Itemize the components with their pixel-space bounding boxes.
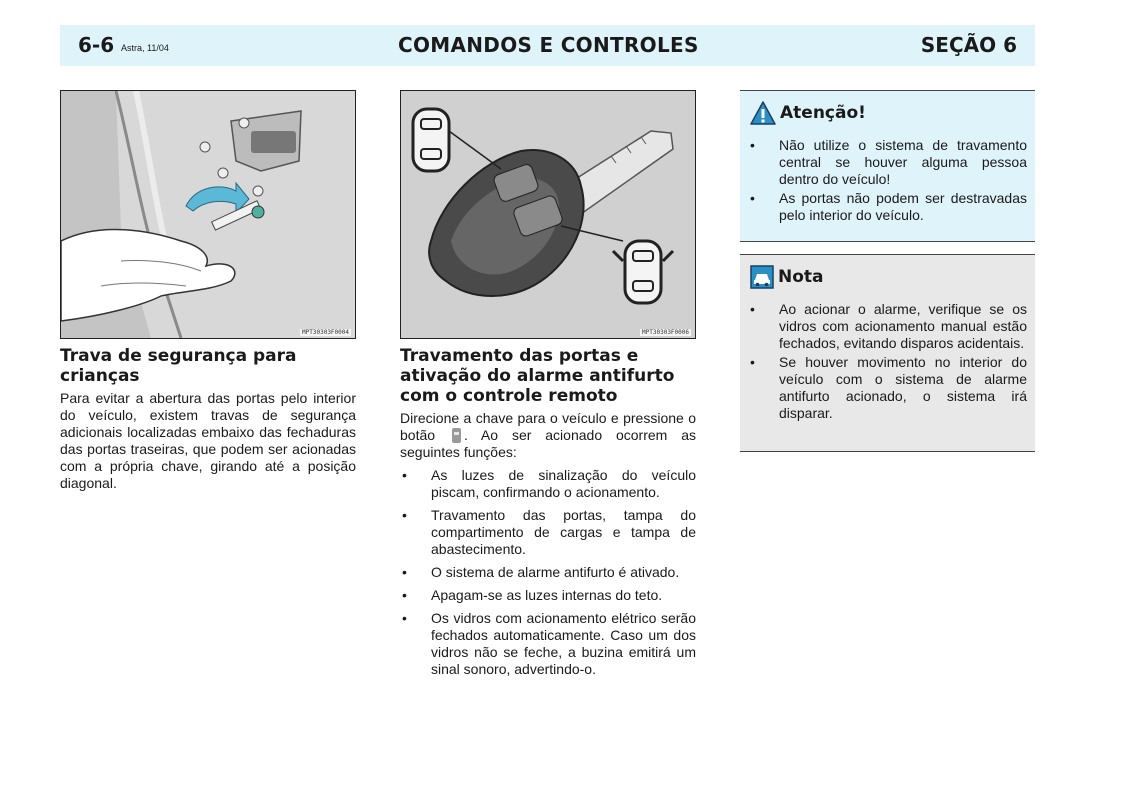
page-header bbox=[60, 25, 1035, 66]
bullet-icon: • bbox=[750, 301, 755, 317]
section-heading: Trava de segurança para crianças bbox=[60, 346, 297, 386]
bullet-icon: • bbox=[402, 610, 407, 626]
attention-title-text: Atenção! bbox=[780, 103, 866, 123]
attention-title bbox=[750, 101, 866, 125]
page-number: 6-6 bbox=[78, 33, 115, 57]
bullet-icon: • bbox=[750, 354, 755, 370]
figure-code: MPT30303F0004 bbox=[302, 329, 349, 336]
child-lock-drawing bbox=[61, 91, 355, 338]
list-item-text: O sistema de alarme antifurto é ativado. bbox=[431, 564, 680, 580]
list-item-text: As luzes de sinalização do veículo piscam, confirmando o acionamento. bbox=[431, 467, 696, 500]
list-item bbox=[750, 190, 1027, 224]
figure-code: MPT30303F0006 bbox=[642, 329, 689, 336]
chapter-title: COMANDOS E CONTROLES bbox=[398, 33, 699, 57]
list-item bbox=[400, 587, 696, 604]
list-item bbox=[400, 507, 696, 558]
section-body: Para evitar a abertura das portas pelo interior do veículo, existem travas de segurança adicionais localizadas embaixo das fechaduras das portas traseiras, que podem ser acionadas com a própria chave, girando até a posição diagonal. bbox=[60, 390, 356, 491]
bullet-icon: • bbox=[402, 564, 407, 580]
list-item-text: Os vidros com acionamento elétrico serão fechados automaticamente. Caso um dos vidros não se feche, a buzina emitirá um sinal sonoro, advertindo-o. bbox=[431, 610, 696, 677]
section-heading: Travamento das portas e ativação do alarme antifurto com o controle remoto bbox=[400, 346, 675, 406]
note-box bbox=[740, 254, 1035, 452]
list-item-text: Ao acionar o alarme, verifique se os vidros com acionamento manual estão fechados, evitando disparos acidentais. bbox=[779, 301, 1027, 351]
lock-button-icon bbox=[452, 428, 461, 443]
list-item-text: As portas não podem ser destravadas pelo interior do veículo. bbox=[779, 190, 1027, 223]
edition-label: Astra, 11/04 bbox=[121, 43, 169, 53]
warning-triangle-icon bbox=[750, 101, 776, 125]
section-label: SEÇÃO 6 bbox=[920, 33, 1017, 57]
remote-key-drawing bbox=[401, 91, 695, 338]
bullet-icon: • bbox=[402, 507, 407, 523]
note-title bbox=[750, 265, 824, 289]
intro-text-continued: . Ao ser acionado ocorrem as seguintes funções: bbox=[400, 427, 696, 460]
note-title-text: Nota bbox=[778, 267, 824, 287]
attention-list bbox=[750, 137, 1027, 226]
list-item-text: Travamento das portas, tampa do compartimento de cargas e tampa de abastecimento. bbox=[431, 507, 696, 557]
bullet-icon: • bbox=[750, 137, 755, 153]
list-item bbox=[750, 137, 1027, 188]
list-item bbox=[750, 301, 1027, 352]
bullet-icon: • bbox=[402, 587, 407, 603]
list-item bbox=[400, 564, 696, 581]
attention-box bbox=[740, 90, 1035, 242]
list-item bbox=[400, 467, 696, 501]
car-note-icon bbox=[750, 265, 774, 289]
list-item-text: Apagam-se as luzes internas do teto. bbox=[431, 587, 663, 603]
remote-lock-section bbox=[400, 346, 696, 684]
section-intro bbox=[400, 410, 696, 461]
intro-text: Direcione a chave para o veículo e pressione o botão bbox=[400, 410, 696, 443]
list-item-text: Se houver movimento no interior do veículo com o sistema de alarme antifurto acionado, o sistema irá disparar. bbox=[779, 354, 1027, 421]
note-list bbox=[750, 301, 1027, 424]
bullet-icon: • bbox=[402, 467, 407, 483]
child-lock-section bbox=[60, 346, 356, 492]
bullet-icon: • bbox=[750, 190, 755, 206]
function-list bbox=[400, 467, 696, 678]
list-item bbox=[750, 354, 1027, 422]
remote-key-illustration bbox=[400, 90, 696, 339]
child-lock-illustration bbox=[60, 90, 356, 339]
list-item-text: Não utilize o sistema de travamento central se houver alguma pessoa dentro do veículo! bbox=[779, 137, 1027, 187]
list-item bbox=[400, 610, 696, 678]
